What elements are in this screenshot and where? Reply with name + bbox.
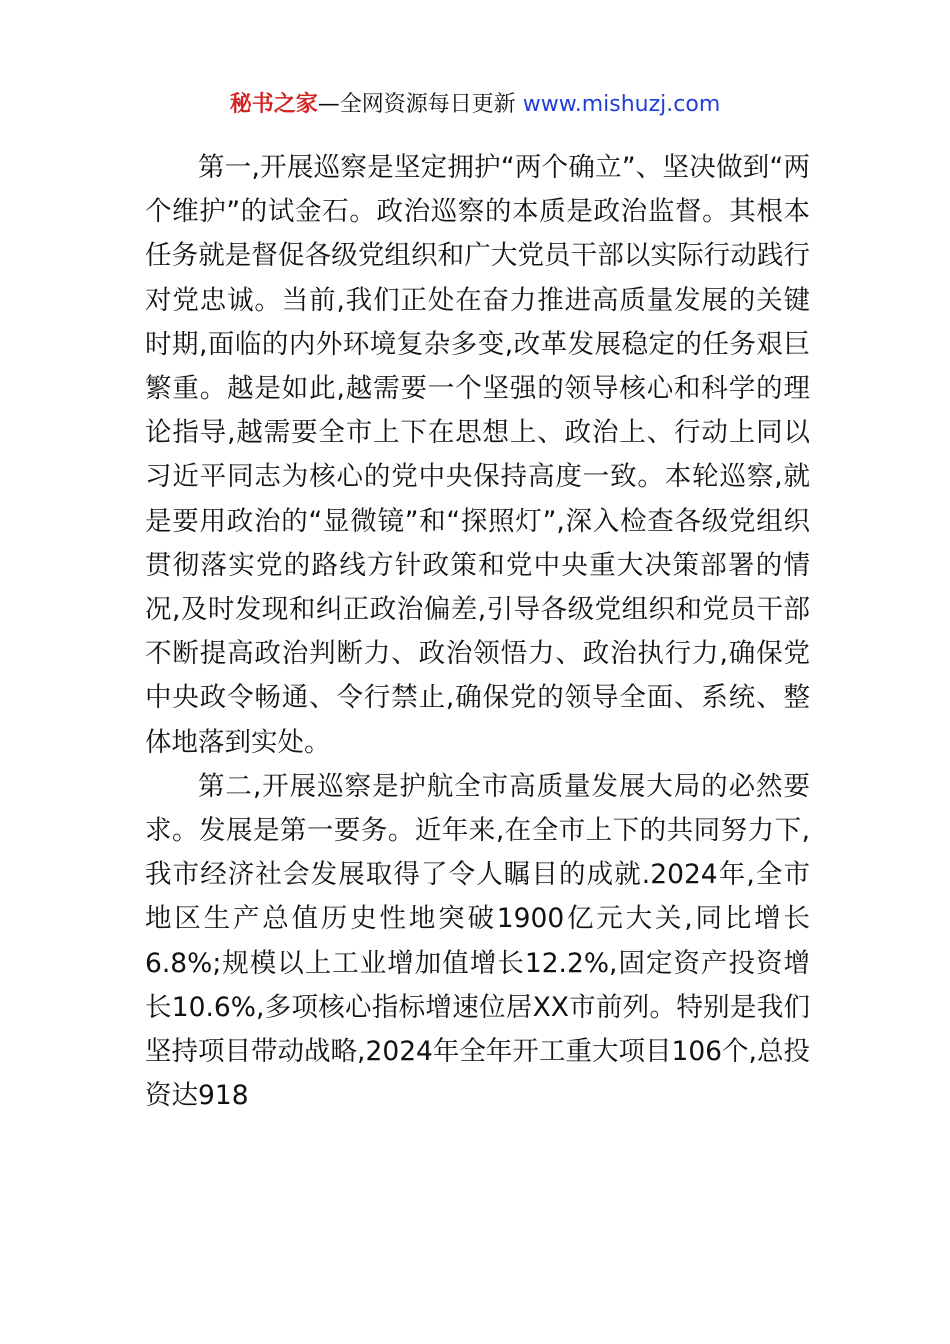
page-header xyxy=(0,88,950,122)
header-slogan: —全网资源每日更新 xyxy=(317,92,516,117)
paragraph-1: 第一,开展巡察是坚定拥护“两个确立”、坚决做到“两个维护”的试金石。政治巡察的本质是政治监督。其根本任务就是督促各级党组织和广大党员干部以实际行动践行对党忠诚。当前,我们正处在奋力推进高质量发展的关键时期,面临的内外环境复杂多变,改革发展稳定的任务艰巨繁重。越是如此,越需要一个坚强的领导核心和科学的理论指导,越需要全市上下在思想上、政治上、行动上同以习近平同志为核心的党中央保持高度一致。本轮巡察,就是要用政治的“显微镜”和“探照灯”,深入检查各级党组织贯彻落实党的路线方针政策和党中央重大决策部署的情况,及时发现和纠正政治偏差,引导各级党组织和党员干部不断提高政治判断力、政治领悟力、政治执行力,确保党中央政令畅通、令行禁止,确保党的领导全面、系统、整体地落到实处。 xyxy=(145,152,810,758)
paragraph-2: 第二,开展巡察是护航全市高质量发展大局的必然要求。发展是第一要务。近年来,在全市上下的共同努力下,我市经济社会发展取得了令人瞩目的成就.2024年,全市地区生产总值历史性地突破1900亿元大关,同比增长6.8%;规模以上工业增加值增长12.2%,固定资产投资增长10.6%,多项核心指标增速位居XX市前列。特别是我们坚持项目带动战略,2024年全年开工重大项目106个,总投资达918 xyxy=(145,770,810,1112)
document-body xyxy=(145,146,810,1118)
header-brand: 秘书之家 xyxy=(229,92,318,117)
header-url-link[interactable]: www.mishuzj.com xyxy=(522,92,721,117)
